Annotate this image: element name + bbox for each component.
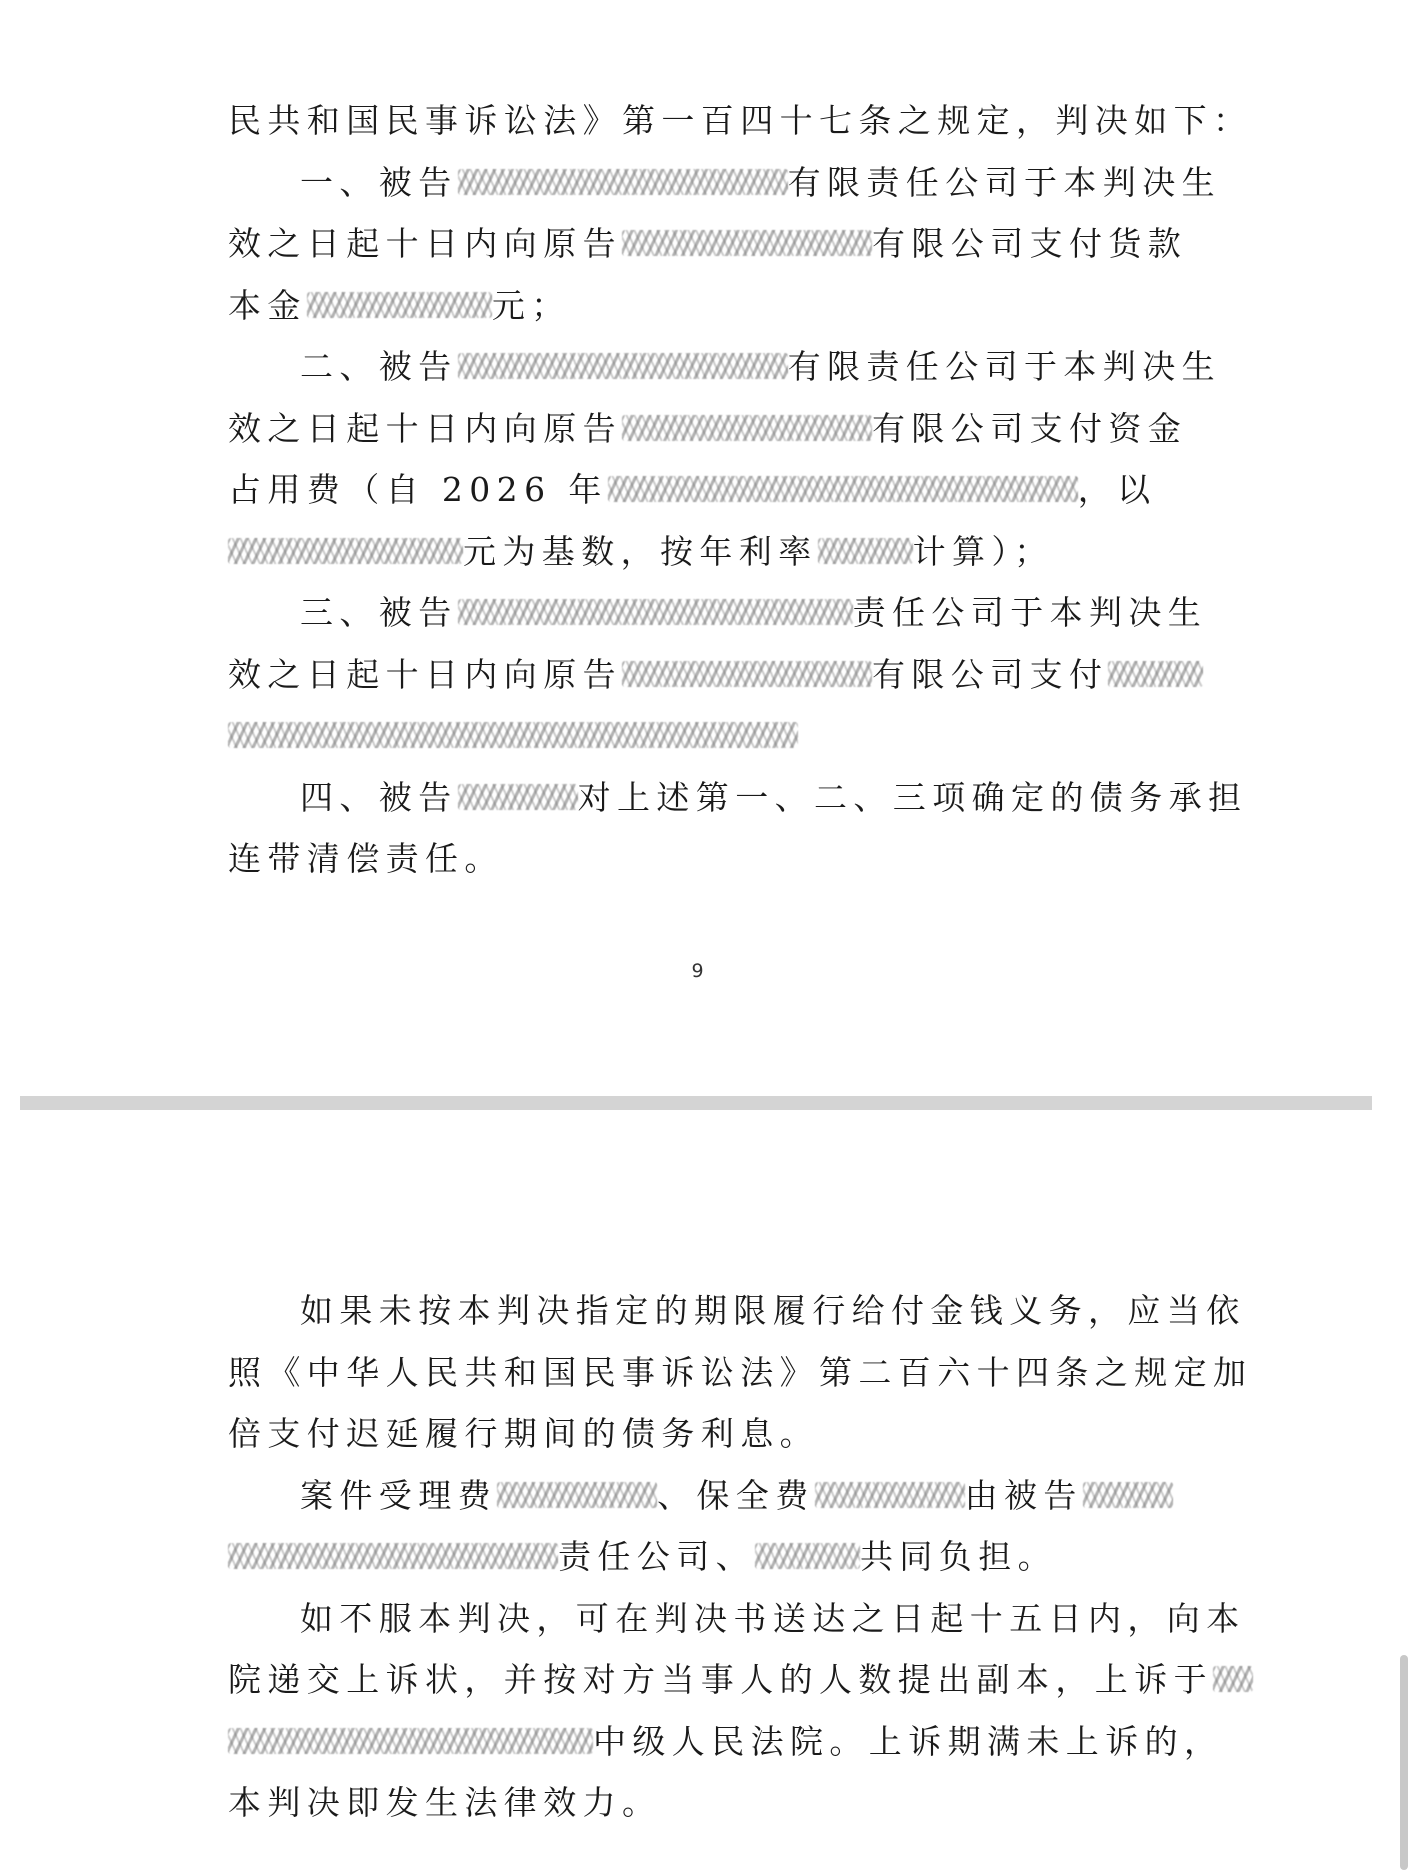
redaction-mark <box>622 415 872 441</box>
text-segment: 责任公司于本判决生 <box>852 593 1208 632</box>
redaction-mark <box>458 353 788 379</box>
text-line <box>228 705 1178 767</box>
redaction-mark <box>458 784 578 810</box>
text-segment: 对上述第一、二、三项确定的债务承担 <box>577 777 1248 817</box>
redaction-mark <box>228 1543 558 1569</box>
text-segment: 元为基数，按年利率 <box>463 531 818 571</box>
text-segment: 一、被告 <box>300 162 458 202</box>
text-segment: 、保全费 <box>657 1475 815 1515</box>
text-segment: 照《中华人民共和国民事诉讼法》第二百六十四条之规定加 <box>228 1352 1253 1392</box>
scrollbar-track[interactable] <box>1384 0 1420 1874</box>
redaction-mark <box>622 661 872 687</box>
text-segment: 中级人民法院。上诉期满未上诉的， <box>593 1721 1224 1761</box>
text-line <box>228 767 1248 829</box>
redaction-mark <box>815 1482 965 1508</box>
text-segment: 有限责任公司于本判决生 <box>787 347 1222 386</box>
text-segment: 民共和国民事诉讼法》第一百四十七条之规定，判决如下： <box>228 101 1253 140</box>
text-segment: 如不服本判决，可在判决书送达之日起十五日内，向本 <box>300 1598 1246 1638</box>
text-line <box>228 1280 1246 1342</box>
text-line <box>228 1403 1178 1465</box>
text-segment: 元； <box>491 285 571 325</box>
text-line <box>228 1465 1178 1527</box>
text-segment: 计算）； <box>912 531 1054 571</box>
judgment-items-text <box>228 90 1253 890</box>
text-segment: 四、被告 <box>300 777 458 817</box>
text-segment: 有限责任公司于本判决生 <box>787 162 1222 202</box>
text-segment: 有限公司支付 <box>872 654 1109 694</box>
text-line <box>228 1342 1253 1404</box>
redaction-mark <box>622 230 872 256</box>
text-line <box>228 1588 1246 1650</box>
text-line <box>228 582 1208 644</box>
text-line <box>228 1772 1178 1834</box>
text-line <box>228 213 1188 275</box>
text-line <box>228 398 1188 460</box>
text-line <box>228 1711 1224 1773</box>
text-segment: 有限公司支付资金 <box>872 408 1188 448</box>
text-segment: 由被告 <box>964 1475 1083 1515</box>
text-line <box>228 275 1178 337</box>
text-segment: 责任公司、 <box>558 1537 755 1576</box>
text-segment: 有限公司支付货款 <box>872 224 1188 263</box>
redaction-mark <box>608 476 1078 502</box>
text-line <box>228 1526 1178 1588</box>
text-line <box>228 1649 1213 1711</box>
text-segment: 效之日起十日内向原告 <box>228 408 622 448</box>
document-page-10 <box>0 1110 1385 1874</box>
text-line <box>228 644 1178 706</box>
redaction-mark <box>228 1728 593 1754</box>
redaction-mark <box>818 538 913 564</box>
redaction-mark <box>1108 661 1203 687</box>
redaction-mark <box>1213 1666 1253 1692</box>
text-segment: 二、被告 <box>300 347 458 386</box>
text-segment: 本金 <box>228 285 307 325</box>
scrollbar-thumb[interactable] <box>1400 1655 1408 1870</box>
redaction-mark <box>497 1482 657 1508</box>
text-segment: 案件受理费 <box>300 1475 497 1515</box>
text-line <box>228 459 1178 521</box>
text-line <box>228 828 1178 890</box>
redaction-mark <box>755 1543 860 1569</box>
text-segment: 倍支付迟延履行期间的债务利息。 <box>228 1414 819 1453</box>
text-segment: 效之日起十日内向原告 <box>228 224 622 263</box>
text-line <box>228 336 1222 398</box>
text-segment: 连带清偿责任。 <box>228 839 504 878</box>
redaction-mark <box>1083 1482 1173 1508</box>
page-number: 9 <box>691 960 704 982</box>
text-segment: 本判决即发生法律效力。 <box>228 1783 662 1822</box>
text-segment: ，以 <box>1077 470 1157 509</box>
judgment-closing-text <box>228 1280 1253 1834</box>
text-segment: 三、被告 <box>300 593 458 632</box>
text-segment: 院递交上诉状，并按对方当事人的人数提出副本，上诉于 <box>228 1660 1213 1699</box>
text-segment: 占用费（自 2026 年 <box>228 470 608 509</box>
text-line <box>228 90 1253 152</box>
redaction-mark <box>458 599 853 625</box>
redaction-mark <box>228 538 463 564</box>
page-separator <box>20 1096 1372 1110</box>
text-segment: 效之日起十日内向原告 <box>228 654 622 694</box>
redaction-mark <box>228 722 798 748</box>
redaction-mark <box>307 292 492 318</box>
text-segment: 如果未按本判决指定的期限履行给付金钱义务，应当依 <box>300 1291 1246 1330</box>
text-line <box>228 152 1222 214</box>
text-line <box>228 521 1178 583</box>
redaction-mark <box>458 169 788 195</box>
text-segment: 共同负担。 <box>860 1537 1057 1576</box>
